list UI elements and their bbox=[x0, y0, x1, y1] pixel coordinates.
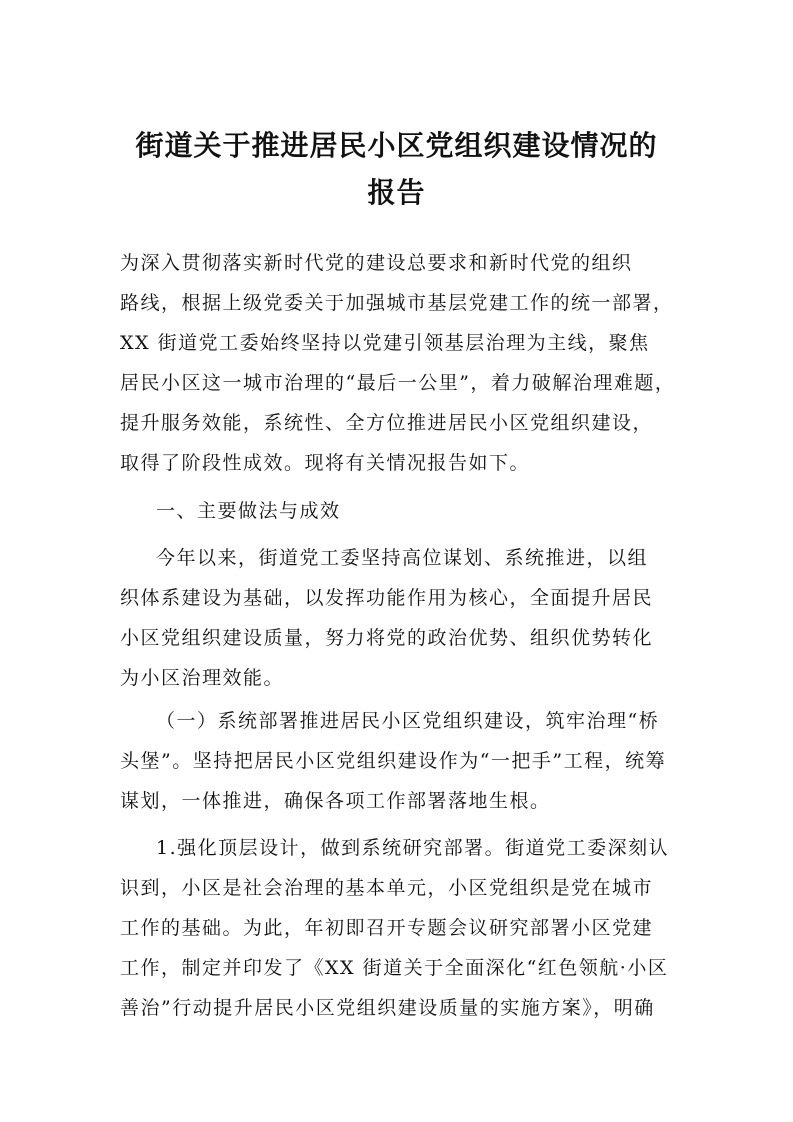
paragraph-line: 今年以来，街道党工委坚持高位谋划、系统推进，以组 bbox=[156, 547, 649, 569]
paragraph-line: 为深入贯彻落实新时代党的建设总要求和新时代党的组织 bbox=[120, 252, 633, 274]
paragraph-line: 识到，小区是社会治理的基本单元，小区党组织是党在城市 bbox=[120, 877, 654, 899]
document-title-line-1: 街道关于推进居民小区党组织建设情况的 bbox=[135, 129, 658, 162]
subsection-heading: （一）系统部署推进居民小区党组织建设，筑牢治理“桥 bbox=[156, 710, 660, 732]
paragraph-line: 路线，根据上级党委关于加强城市基层党建工作的统一部署， bbox=[120, 292, 674, 314]
paragraph-line: 织体系建设为基础，以发挥功能作用为核心，全面提升居民 bbox=[120, 587, 654, 609]
paragraph-line: 谋划，一体推进，确保各项工作部署落地生根。 bbox=[120, 790, 551, 812]
paragraph-line: 小区党组织建设质量，努力将党的政治优势、组织优势转化 bbox=[120, 627, 654, 649]
paragraph-line: 善治”行动提升居民小区党组织建设质量的实施方案》，明确 bbox=[120, 997, 655, 1019]
paragraph-line: 提升服务效能，系统性、全方位推进居民小区党组织建设， bbox=[120, 412, 654, 434]
section-heading: 一、主要做法与成效 bbox=[156, 500, 341, 522]
paragraph-line: XX 街道党工委始终坚持以党建引领基层治理为主线，聚焦 bbox=[120, 332, 650, 354]
document-title-line-2: 报告 bbox=[367, 176, 426, 209]
paragraph-line: 1.强化顶层设计，做到系统研究部署。街道党工委深刻认 bbox=[156, 837, 670, 859]
paragraph-line: 工作的基础。为此，年初即召开专题会议研究部署小区党建 bbox=[120, 917, 654, 939]
paragraph-line: 为小区治理效能。 bbox=[120, 667, 285, 689]
paragraph-line: 居民小区这一城市治理的“最后一公里”，着力破解治理难题， bbox=[120, 372, 676, 394]
paragraph-line: 头堡”。坚持把居民小区党组织建设作为“一把手”工程，统筹 bbox=[120, 750, 667, 772]
paragraph-line: 取得了阶段性成效。现将有关情况报告如下。 bbox=[120, 452, 531, 474]
paragraph-line: 工作，制定并印发了《XX 街道关于全面深化“红色领航·小区 bbox=[120, 957, 669, 979]
